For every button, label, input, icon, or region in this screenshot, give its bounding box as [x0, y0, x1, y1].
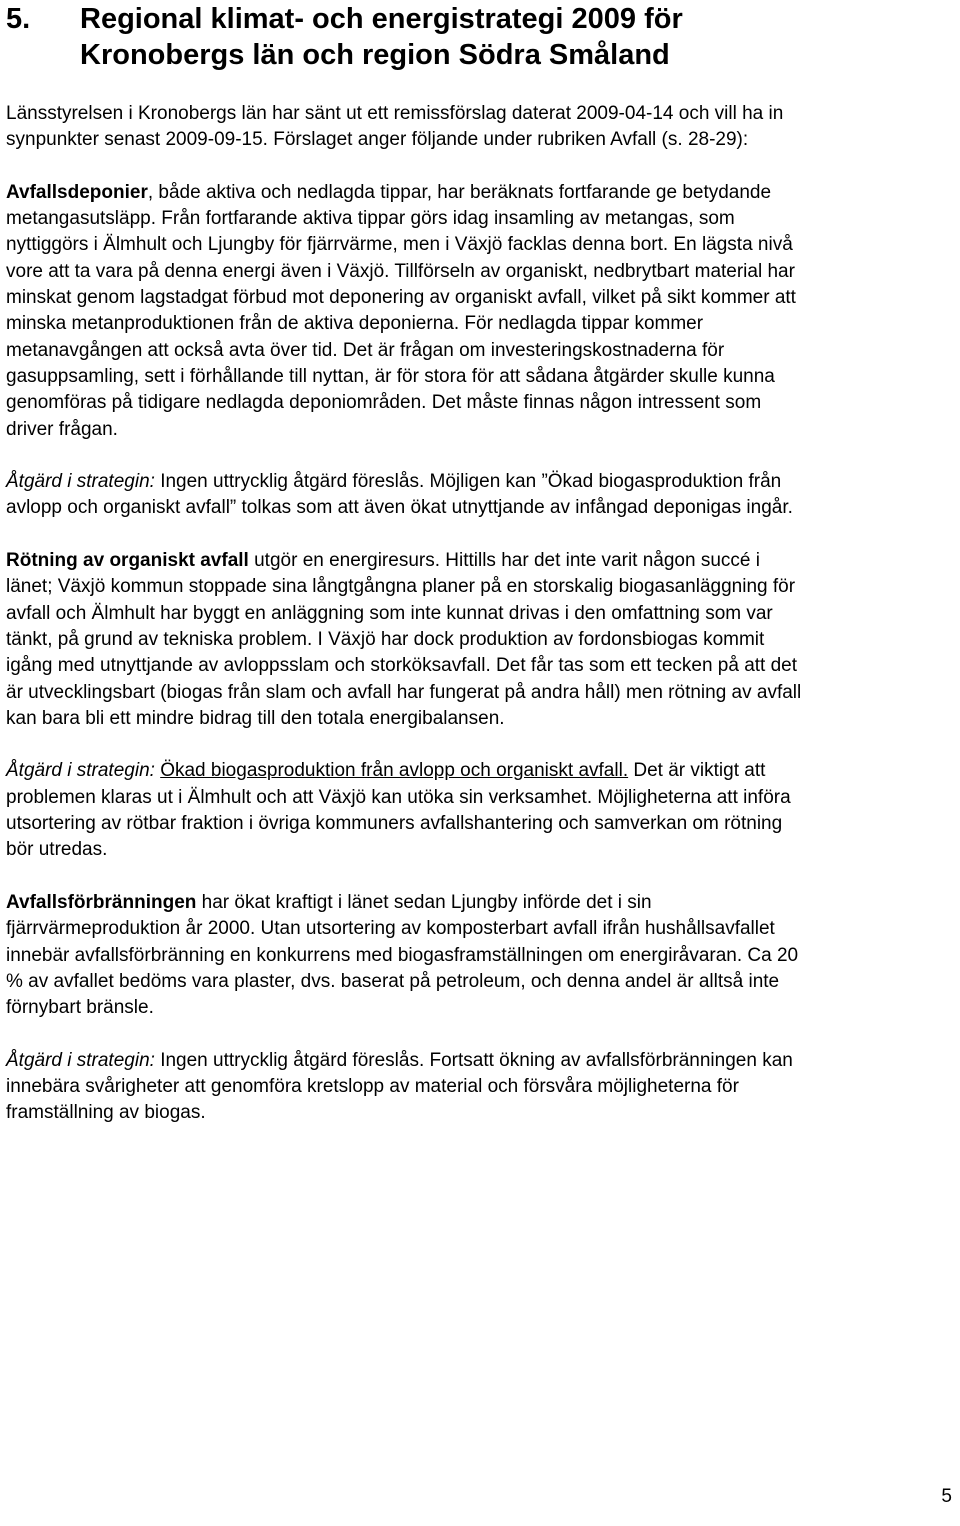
text-line: metanavgången att också avta över tid. Det är frågan om investeringskostnaderna för	[6, 339, 725, 361]
atgard-label: Åtgärd i strategin:	[6, 1049, 155, 1071]
rotning-paragraph	[6, 548, 960, 732]
section-heading	[6, 1, 683, 73]
text-line: innebär avfallsförbränning en konkurrens med biogasframställningen om energiråvaran. Ca 20	[6, 944, 799, 966]
atgard-label: Åtgärd i strategin:	[6, 471, 155, 493]
text-line: gasuppsamling, sett i förhållande till nyttan, är för stora för att sådana åtgärder skulle kunna	[6, 365, 775, 387]
text-line: tänkt, på grund av tekniska problem. I Växjö har dock produktion av fordonsbiogas kommit	[6, 628, 765, 650]
atgard-paragraph-3	[6, 1048, 960, 1127]
text-line: , både aktiva och nedlagda tippar, har beräknats fortfarande ge betydande	[147, 181, 772, 203]
text-line: framställning av biogas.	[6, 1102, 206, 1124]
intro-line: synpunkter senast 2009-09-15. Förslaget anger följande under rubriken Avfall (s. 28-29):	[6, 129, 749, 151]
forbranning-paragraph	[6, 890, 960, 1021]
text-line: avfall och Älmhult har byggt en anläggning som inte kunnat drivas i den omfattning som var	[6, 602, 773, 624]
text-line: genomföras på tidigare nedlagda deponiområden. Det måste finnas någon intressent som	[6, 392, 762, 414]
text-line: Det är viktigt att	[628, 760, 766, 782]
text-line: utsortering av rötbar fraktion i övriga kommuners avfallshantering och samverkan om rötning	[6, 813, 783, 835]
text-line: Ingen uttrycklig åtgärd föreslås. Möjligen kan ”Ökad biogasproduktion från	[154, 471, 782, 493]
atgard-paragraph-1	[6, 469, 960, 522]
intro-paragraph	[6, 101, 960, 154]
forbranning-term: Avfallsförbränningen	[6, 891, 197, 913]
text-line: vore att ta vara på denna energi även i Växjö. Tillförseln av organiskt, nedbrytbart material har	[6, 260, 795, 282]
text-line: metangasutsläpp. Från fortfarande aktiva tippar görs idag insamling av metangas, som	[6, 208, 735, 230]
text-line: fjärrvärmeproduktion år 2000. Utan utsortering av komposterbart avfall ifrån hushållsavfallet	[6, 918, 775, 940]
text-line: har ökat kraftigt i länet sedan Ljungby införde det i sin	[196, 891, 652, 913]
text-line: bör utredas.	[6, 839, 108, 861]
atgard-measure: Ökad biogasproduktion från avlopp och organiskt avfall.	[160, 760, 629, 782]
page-number: 5	[941, 1486, 952, 1507]
text-line: minskat genom lagstadgat förbud mot deponering av organiskt avfall, vilket på sikt kommer att	[6, 287, 796, 309]
heading-line-1: Regional klimat- och energistrategi 2009 för	[80, 3, 683, 35]
text-line: kan bara bli ett mindre bidrag till den totala energibalansen.	[6, 707, 505, 729]
text-line: förnybart bränsle.	[6, 997, 154, 1019]
text-line: driver frågan.	[6, 418, 118, 440]
text-line: nyttiggörs i Älmhult och Ljungby för fjärrvärme, men i Växjö facklas denna bort. En lägsta nivå	[6, 234, 793, 256]
text-line: avlopp och organiskt avfall” tolkas som att även ökat utnyttjande av infångad deponigas ingår.	[6, 497, 793, 519]
text-line: länet; Växjö kommun stoppade sina långtgångna planer på en storskalig biogasanläggning för	[6, 576, 796, 598]
section-number: 5.	[6, 3, 31, 35]
text-line: är utvecklingsbart (biogas från slam och avfall har fungerat på andra håll) men rötning av avfall	[6, 681, 802, 703]
text-line: minska metanproduktionen från de aktiva deponierna. För nedlagda tippar kommer	[6, 313, 704, 335]
document-body	[6, 101, 960, 1127]
text-line: Ingen uttrycklig åtgärd föreslås. Fortsatt ökning av avfallsförbränningen kan	[154, 1049, 793, 1071]
rotning-term: Rötning av organiskt avfall	[6, 550, 249, 572]
text-line: problemen klaras ut i Älmhult och att Växjö kan utöka sin verksamhet. Möjligheterna att införa	[6, 786, 791, 808]
text-line: igång med utnyttjande av avloppsslam och storköksavfall. Det får tas som ett tecken på att det	[6, 655, 798, 677]
deponier-paragraph	[6, 180, 960, 443]
text-line: utgör en energiresurs. Hittills har det inte varit någon succé i	[248, 550, 760, 572]
text-line: % av avfallet bedöms vara plaster, dvs. baserat på petroleum, och denna andel är alltså inte	[6, 970, 780, 992]
heading-line-2: Kronobergs län och region Södra Småland	[80, 39, 670, 71]
text-line: innebära svårigheter att genomföra kretslopp av material och försvåra möjligheterna för	[6, 1075, 739, 1097]
deponier-term: Avfallsdeponier	[6, 181, 148, 203]
atgard-paragraph-2	[6, 758, 960, 863]
intro-line: Länsstyrelsen i Kronobergs län har sänt ut ett remissförslag daterat 2009-04-14 och vill ha in	[6, 103, 784, 124]
atgard-label: Åtgärd i strategin:	[6, 760, 155, 782]
